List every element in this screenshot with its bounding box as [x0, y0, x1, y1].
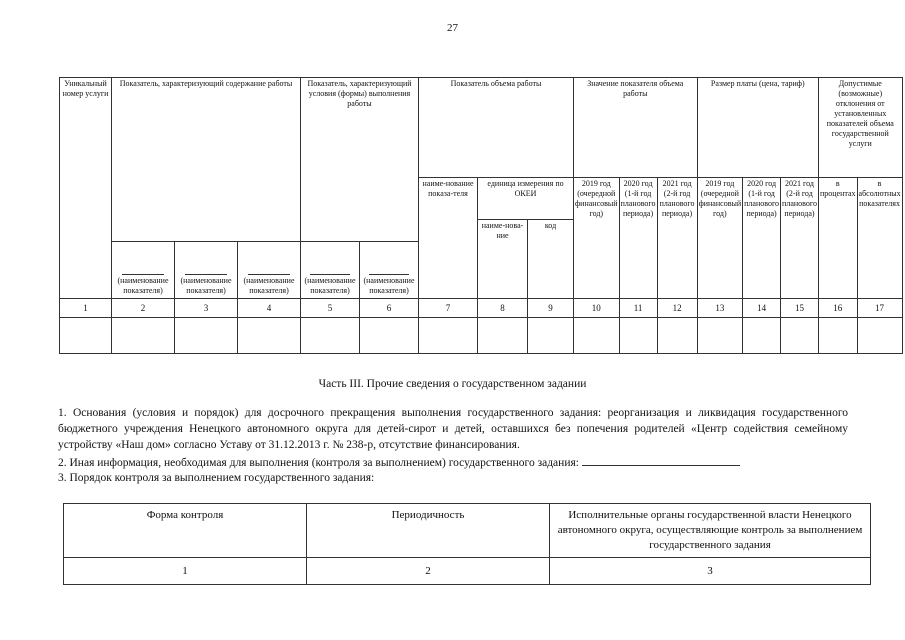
header-unique-number: Уникальный номер услуги: [60, 78, 112, 299]
header-year-fee-3: 2021 год (2-й год планового периода): [781, 178, 819, 299]
header-year-fee-2: 2020 год (1-й год планового периода): [743, 178, 781, 299]
col-number: 13: [697, 299, 743, 318]
sub-indicator-5: (наименование показателя): [360, 242, 419, 299]
col-number: 1: [64, 558, 307, 585]
header-deviation: Допустимые (возможные) отклонения от установленных показателей объема государственной услуги: [818, 78, 902, 178]
header-year-fee-1: 2019 год (очередной финансовый год): [697, 178, 743, 299]
col-number: 4: [238, 299, 301, 318]
header-fee: Размер платы (цена, тариф): [697, 78, 818, 178]
col-number: 12: [657, 299, 697, 318]
col-number: 5: [301, 299, 360, 318]
header-unit-code: код: [528, 220, 574, 299]
sub-indicator-1: (наименование показателя): [112, 242, 175, 299]
col-number: 8: [478, 299, 528, 318]
col-number: 11: [619, 299, 657, 318]
col-number: 3: [550, 558, 871, 585]
paragraph-other-info: 2. Иная информация, необходимая для выполнения (контроля за выполнением) государственного задания:: [58, 454, 848, 471]
header-absolute: в абсолютных показателях: [857, 178, 902, 299]
sub-indicator-4: (наименование показателя): [301, 242, 360, 299]
control-procedure-table: [63, 503, 871, 585]
sub-indicator-2: (наименование показателя): [175, 242, 238, 299]
col-number: 2: [112, 299, 175, 318]
page-number: 27: [447, 22, 458, 34]
col-number: 7: [419, 299, 478, 318]
header-authorities: Исполнительные органы государственной власти Ненецкого автономного округа, осуществляющие контроль за выполнением государственного задания: [550, 504, 871, 558]
col-number: 3: [175, 299, 238, 318]
header-percent: в процентах: [818, 178, 857, 299]
column-numbers-row: [60, 299, 903, 318]
col-number: 16: [818, 299, 857, 318]
paragraph-control-procedure: 3. Порядок контроля за выполнением государственного задания:: [58, 472, 375, 484]
empty-data-row: [60, 318, 903, 354]
col-number: 17: [857, 299, 902, 318]
part-title: Часть III. Прочие сведения о государственном задании: [318, 378, 587, 390]
header-year-value-3: 2021 год (2-й год планового периода): [657, 178, 697, 299]
header-unit-name: наиме-нова-ние: [478, 220, 528, 299]
col-number: 9: [528, 299, 574, 318]
col-number: 2: [307, 558, 550, 585]
sub-indicator-3: (наименование показателя): [238, 242, 301, 299]
col-number: 15: [781, 299, 819, 318]
col-number: 6: [360, 299, 419, 318]
header-indicator-name: наиме-нование показа-теля: [419, 178, 478, 299]
header-periodicity: Периодичность: [307, 504, 550, 558]
header-year-value-1: 2019 год (очередной финансовый год): [574, 178, 620, 299]
header-unit-okei: единица измерения по ОКЕИ: [478, 178, 574, 220]
control-column-numbers-row: [64, 558, 871, 585]
header-volume-indicator: Показатель объема работы: [419, 78, 574, 178]
header-work-content: Показатель, характеризующий содержание работы: [112, 78, 301, 242]
header-control-form: Форма контроля: [64, 504, 307, 558]
fill-in-line: [582, 454, 740, 466]
header-indicator-value: Значение показателя объема работы: [574, 78, 698, 178]
col-number: 1: [60, 299, 112, 318]
col-number: 10: [574, 299, 620, 318]
header-year-value-2: 2020 год (1-й год планового периода): [619, 178, 657, 299]
col-number: 14: [743, 299, 781, 318]
volume-indicators-table: [59, 77, 903, 354]
header-work-conditions: Показатель, характеризующий условия (формы) выполнения работы: [301, 78, 419, 242]
paragraph-termination-grounds: 1. Основания (условия и порядок) для досрочного прекращения выполнения государственного задания: реорганизация и ликвидация государственного бюджетного учреждения Ненецкого автономного округа для детей-сирот и детей, оставшихся без попечения родителей «Центр содействия семейному устройству «Наш дом» согласно Уставу от 31.12.2013 г. № 238-р, отсутствие финансирования.: [58, 407, 848, 451]
